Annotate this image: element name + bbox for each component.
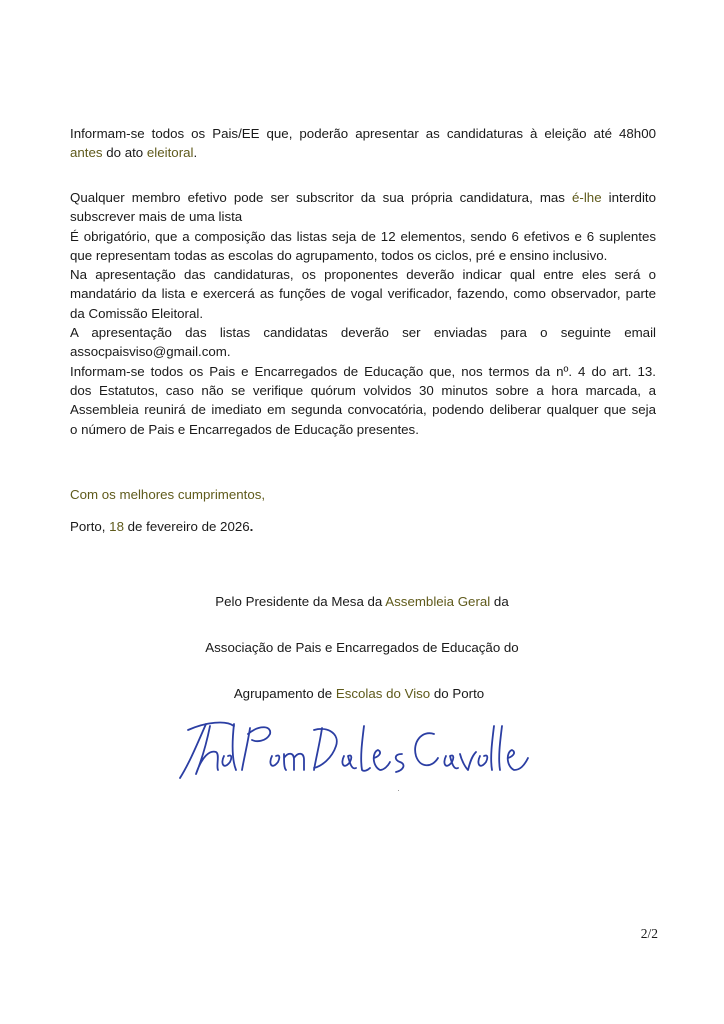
- p2-line13: o número de Pais e Encarregados de Educação presentes.: [70, 421, 419, 437]
- p2-line12: Assembleia reunirá de imediato em segunda convocatória, podendo deliberar qualquer que seja: [70, 402, 656, 418]
- handwritten-signature: [176, 712, 536, 793]
- paragraph-regras: [70, 188, 656, 439]
- p2-line2: subscrever mais de uma lista: [70, 209, 243, 225]
- p2-line6: mandatário da lista e exercerá as funções de vogal verificador, fazendo, como observador, parte: [70, 286, 656, 302]
- p2-line5: Na apresentação das candidaturas, os proponentes deverão indicar qual entre eles será o: [70, 267, 656, 283]
- p2-line9-email: assocpaisviso@gmail.com.: [70, 344, 231, 360]
- p1-highlight-eleitoral: eleitoral: [146, 145, 194, 161]
- p2-line8: A apresentação das listas candidatas deverão ser enviadas para o seguinte email: [70, 325, 656, 341]
- p2-highlight-elhe: é-lhe: [572, 190, 602, 205]
- closing-greeting: Com os melhores cumprimentos,: [70, 487, 266, 502]
- page-number: 2/2: [640, 926, 658, 941]
- p1-line1: Informam-se todos os Pais/EE que, poderão apresentar as candidaturas à eleição até 48h00: [70, 126, 656, 141]
- paragraph-candidaturas: [70, 124, 656, 163]
- closing-day: 18: [109, 519, 124, 534]
- stray-dot: [398, 790, 399, 791]
- closing-date: Porto, 18 de fevereiro de 2026.: [70, 519, 254, 534]
- p2-line4: que representam todas as escolas do agrupamento, todos os ciclos, pré e ensino inclusivo.: [70, 247, 608, 263]
- p1-line2: antes do ato eleitoral.: [70, 145, 198, 161]
- signature-line1: Pelo Presidente da Mesa da Assembleia Geral da: [215, 594, 509, 609]
- p2-line3: É obrigatório, que a composição das listas seja de 12 elementos, sendo 6 efetivos e 6 suplentes: [70, 228, 656, 244]
- p2-line10: Informam-se todos os Pais e Encarregados de Educação que, nos termos da nº. 4 do art. 13.: [70, 363, 656, 379]
- p2-line1: Qualquer membro efetivo pode ser subscritor da sua própria candidatura, mas é-lhe interdito: [70, 190, 656, 205]
- p1-highlight-antes: antes: [70, 145, 103, 161]
- p2-line11: dos Estatutos, caso não se verifique quórum volvidos 30 minutos sobre a hora marcada, a: [70, 382, 656, 398]
- p2-line7: da Comissão Eleitoral.: [70, 305, 204, 321]
- signature-line2: Associação de Pais e Encarregados de Educação do: [205, 640, 519, 655]
- signature-line3: Agrupamento de Escolas do Viso do Porto: [233, 686, 485, 701]
